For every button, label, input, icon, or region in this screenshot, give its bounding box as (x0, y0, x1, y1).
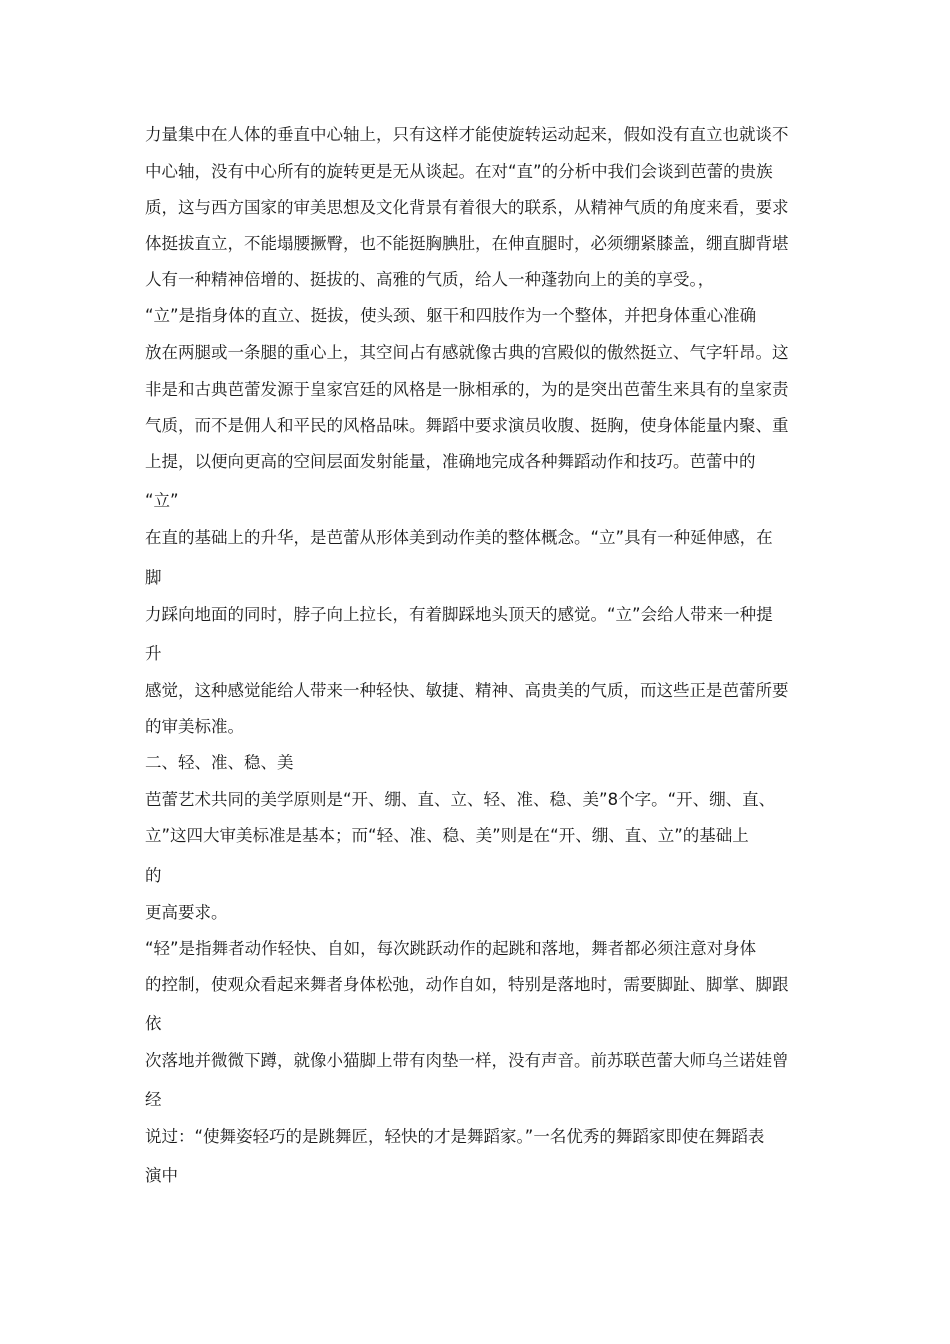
text-line: 的审美标准。 (145, 717, 244, 736)
text-line: 说过：“使舞姿轻巧的是跳舞匠，轻快的才是舞蹈家。”一名优秀的舞蹈家即使在舞蹈表 (145, 1127, 765, 1146)
text-line: 人有一种精神倍增的、挺拔的、高雅的气质，给人一种蓬勃向上的美的享受。， (145, 270, 715, 289)
text-line: 更高要求。 (145, 903, 228, 922)
text-line: 上提，以便向更高的空间层面发射能量，准确地完成各种舞蹈动作和技巧。芭蕾中的 (145, 452, 756, 471)
text-line: 中心轴，没有中心所有的旋转更是无从谈起。在对“直”的分析中我们会谈到芭蕾的贵族 (145, 162, 773, 181)
text-line: “立”是指身体的直立、挺拔，使头颈、躯干和四肢作为一个整体，并把身体重心准确 (145, 306, 757, 325)
text-line: 在直的基础上的升华，是芭蕾从形体美到动作美的整体概念。“立”具有一种延伸感，在 (145, 528, 773, 547)
text-line: 质，这与西方国家的审美思想及文化背景有着很大的联系，从精神气质的角度来看，要求 (145, 198, 789, 217)
text-line: 依 (145, 1014, 162, 1033)
text-line: 演中 (145, 1166, 178, 1185)
text-line: 气质，而不是佣人和平民的风格品味。舞蹈中要求演员收腹、挺胸，使身体能量内聚、重 (145, 416, 789, 435)
text-line: 力量集中在人体的垂直中心轴上，只有这样才能使旋转运动起来，假如没有直立也就谈不 (145, 125, 789, 144)
text-line: 升 (145, 644, 162, 663)
text-line: 体挺拔直立，不能塌腰撅臀，也不能挺胸腆肚，在伸直腿时，必须绷紧膝盖，绷直脚背堪 (145, 234, 789, 253)
text-line: 的 (145, 866, 162, 885)
text-line: “立” (145, 491, 179, 510)
text-line: 的控制，使观众看起来舞者身体松弛，动作自如，特别是落地时，需要脚趾、脚掌、脚跟 (145, 975, 789, 994)
text-line: 脚 (145, 568, 162, 587)
section-heading: 二、轻、准、稳、美 (145, 753, 294, 772)
text-line: 次落地并微微下蹲，就像小猫脚上带有肉垫一样，没有声音。前苏联芭蕾大师乌兰诺娃曾 (145, 1051, 789, 1070)
text-line: 放在两腿或一条腿的重心上，其空间占有感就像古典的宫殿似的傲然挺立、气字轩昂。这 (145, 343, 789, 362)
text-line: 感觉，这种感觉能给人带来一种轻快、敏捷、精神、高贵美的气质，而这些正是芭蕾所要 (145, 681, 789, 700)
text-line: 非是和古典芭蕾发源于皇家宫廷的风格是一脉相承的，为的是突出芭蕾生来具有的皇家责 (145, 380, 789, 399)
text-line: 芭蕾艺术共同的美学原则是“开、绷、直、立、轻、准、稳、美”8个字。“开、绷、直、 (145, 790, 776, 809)
text-line: 立”这四大审美标准是基本；而“轻、准、稳、美”则是在“开、绷、直、立”的基础上 (145, 826, 749, 845)
text-line: 力踩向地面的同时，脖子向上拉长，有着脚踩地头顶天的感觉。“立”会给人带来一种提 (145, 605, 773, 624)
text-line: “轻”是指舞者动作轻快、自如，每次跳跃动作的起跳和落地，舞者都必须注意对身体 (145, 939, 757, 958)
text-line: 经 (145, 1090, 162, 1109)
